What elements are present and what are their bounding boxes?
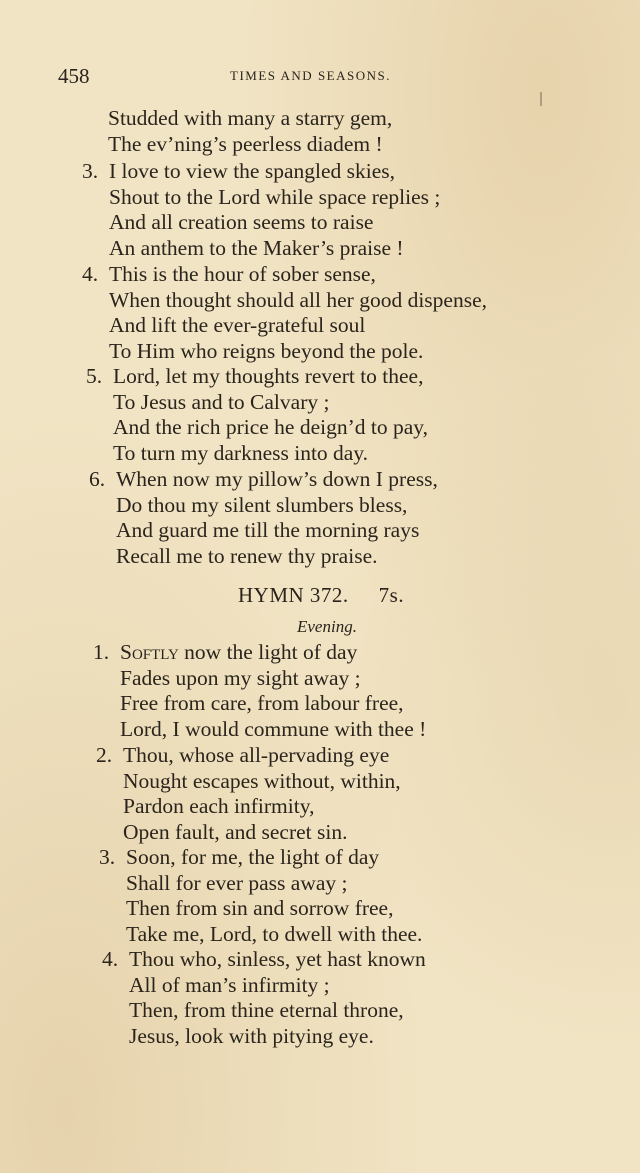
stanza-number: 1. <box>93 640 110 664</box>
verse-line: Pardon each infirmity, <box>123 794 315 818</box>
verse-line: And guard me till the morning rays <box>116 518 420 542</box>
hymn372-stanza-2 <box>96 743 401 845</box>
stanza-number: 5. <box>86 364 103 388</box>
verse-line: Recall me to renew thy praise. <box>116 543 378 568</box>
stanza-number: 4. <box>82 262 99 286</box>
verse-line: And lift the ever-grateful soul <box>109 313 366 337</box>
verse-line: Take me, Lord, to dwell with thee. <box>126 921 423 946</box>
hymn-meter: 7s. <box>378 583 405 607</box>
verse-line: Soon, for me, the light of day <box>126 845 380 869</box>
verse-line: I love to view the spangled skies, <box>109 159 396 183</box>
stanza-5 <box>86 364 428 466</box>
verse-line: When thought should all her good dispense, <box>109 287 487 312</box>
verse-line: Shall for ever pass away ; <box>126 870 348 895</box>
opening-word: Softly <box>120 640 179 664</box>
stanza-number: 3. <box>82 159 99 183</box>
verse-line: All of man’s infirmity ; <box>129 972 330 997</box>
stanza-4 <box>82 262 487 364</box>
verse-line: Shout to the Lord while space replies ; <box>109 184 441 209</box>
verse-line: To turn my darkness into day. <box>113 440 369 465</box>
page-number: 458 <box>58 64 90 88</box>
verse-line: The ev’ning’s peerless diadem ! <box>108 131 383 156</box>
hymn372-stanza-3 <box>99 845 422 947</box>
hymn372-stanza-4 <box>102 947 426 1049</box>
verse-line: This is the hour of sober sense, <box>109 262 376 286</box>
stanza-number: 4. <box>102 947 119 971</box>
verse-line: Free from care, from labour free, <box>120 691 404 715</box>
verse-line: And all creation seems to raise <box>109 210 374 234</box>
hymn372-stanza-1 <box>93 640 426 742</box>
verse-line: An anthem to the Maker’s praise ! <box>109 235 404 260</box>
stanza-3 <box>82 159 440 261</box>
verse-line: Thou who, sinless, yet hast known <box>129 947 426 971</box>
verse-line: Nought escapes without, within, <box>123 768 401 793</box>
running-title: TIMES AND SEASONS. <box>230 68 391 83</box>
verse-line: Studded with many a starry gem, <box>108 106 393 130</box>
hymn-title: HYMN 372. <box>238 583 349 607</box>
stanza-6 <box>89 467 438 569</box>
verse-line: Then from sin and sorrow free, <box>126 896 394 920</box>
verse-line: Jesus, look with pitying eye. <box>129 1023 374 1048</box>
verse-line: Do thou my silent slumbers bless, <box>116 492 408 517</box>
stanza-number: 2. <box>96 743 113 767</box>
continued-stanza <box>108 106 392 157</box>
verse-line: When now my pillow’s down I press, <box>116 467 438 491</box>
verse-line: Lord, let my thoughts revert to thee, <box>113 364 424 388</box>
verse-line: Open fault, and secret sin. <box>123 819 348 844</box>
verse-line: And the rich price he deign’d to pay, <box>113 415 429 439</box>
print-mark <box>540 92 542 106</box>
verse-line: To Jesus and to Calvary ; <box>113 389 330 414</box>
hymn-subtitle: Evening. <box>297 617 357 636</box>
verse-line: now the light of day <box>178 640 358 664</box>
stanza-number: 6. <box>89 467 106 491</box>
verse-line: Thou, whose all-pervading eye <box>123 743 390 767</box>
stanza-number: 3. <box>99 845 116 869</box>
verse-line: Then, from thine eternal throne, <box>129 998 404 1022</box>
running-header <box>58 64 558 88</box>
verse-line: To Him who reigns beyond the pole. <box>109 338 424 363</box>
hymn-heading <box>238 583 404 608</box>
verse-line: Fades upon my sight away ; <box>120 665 361 690</box>
verse-line: Lord, I would commune with thee ! <box>120 716 427 741</box>
